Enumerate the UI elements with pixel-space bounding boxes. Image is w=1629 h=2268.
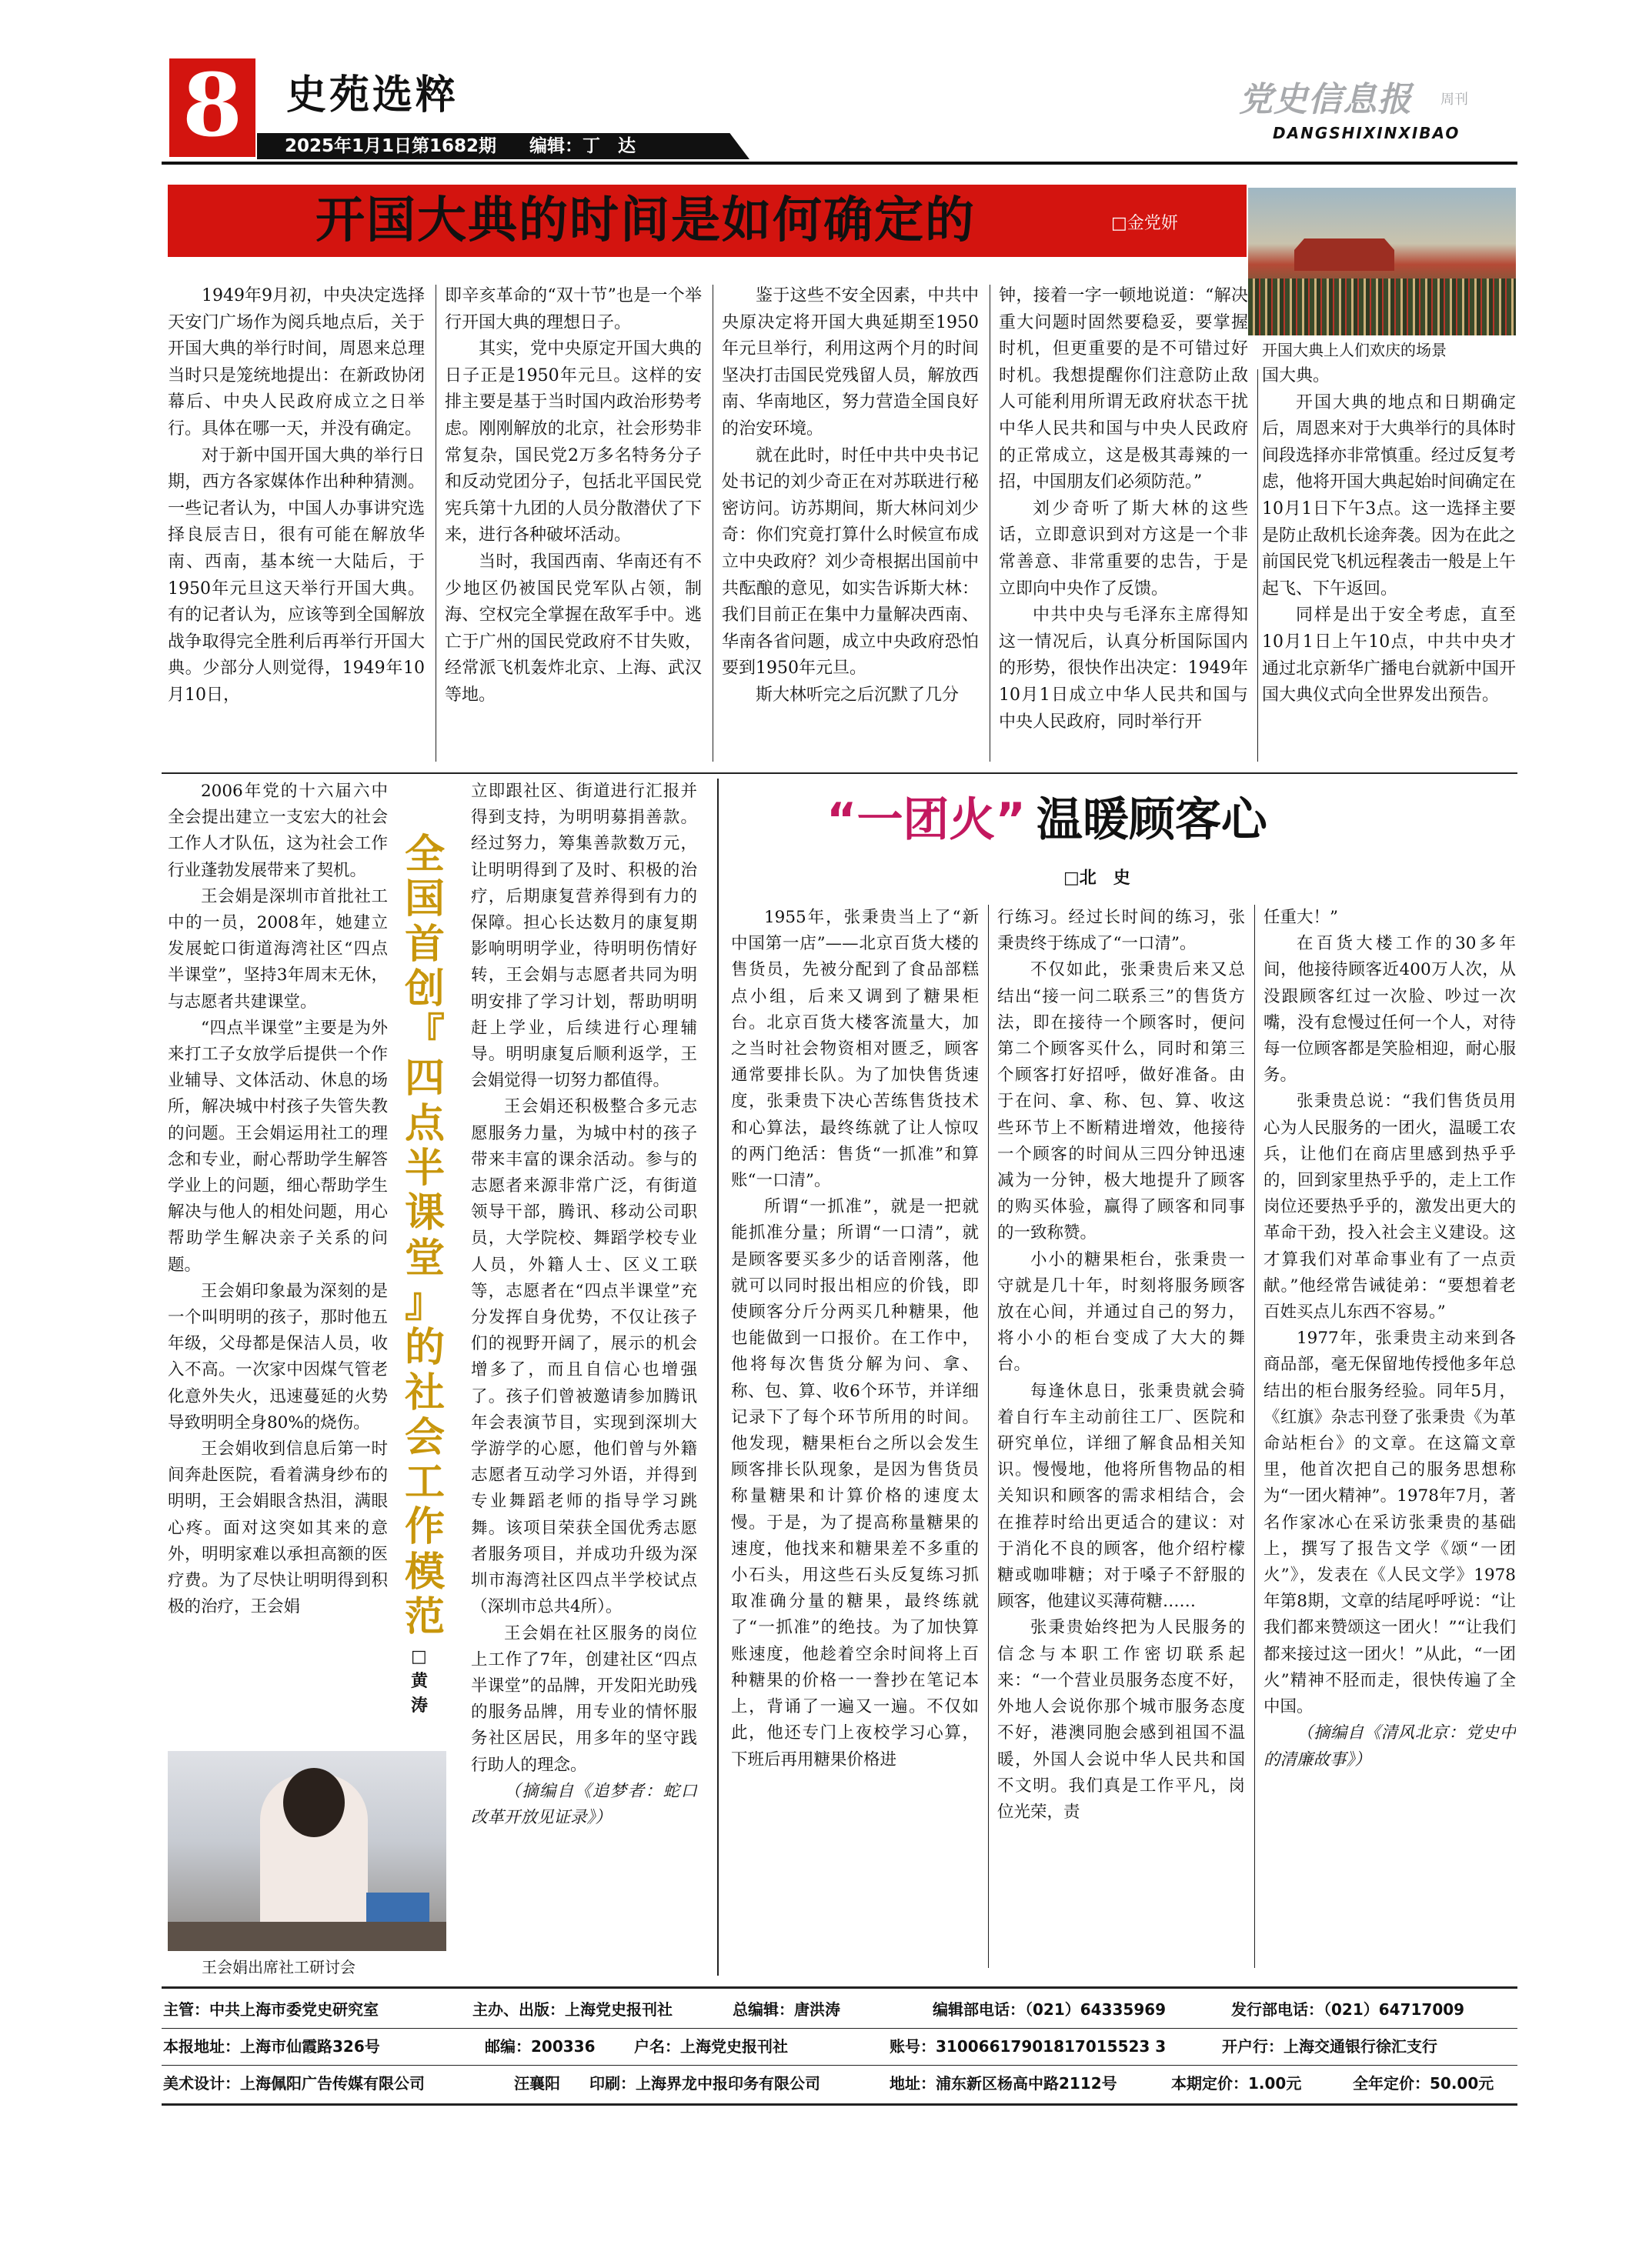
footer-account-no: 账号：31006617901817015523 3 (890, 2037, 1167, 2056)
footer-account-name: 户名：上海党史报刊社 (634, 2037, 788, 2056)
article2-photo-caption: 王会娟出席社工研讨会 (202, 1958, 356, 1976)
article3-col3 (1263, 905, 1516, 1953)
brand-name: 党史信息报 (1239, 80, 1412, 119)
paragraph: 王会娟是深圳市首批社工中的一员，2008年，她建立发展蛇口街道海湾社区“四点半课堂”，坚持3年周末无休，与志愿者共建课堂。 (168, 886, 388, 1012)
article1-title: 开国大典的时间是如何确定的 (315, 192, 976, 249)
paragraph: 开国大典的地点和日期确定后，周恩来对于大典举行的具体时间段选择亦非常慎重。经过反复考虑，他将开国大典起始时间确定在10月1日下午3点。这一选择主要是防止敌机长途奔袭。因为在此之前国民党飞机远程袭击一般是上午起飞、下午返回。 (1262, 392, 1516, 599)
paragraph: “四点半课堂”主要是为外来打工子女放学后提供一个作业辅导、文体活动、休息的场所，解决城中村孩子失管失教的问题。王会娟运用社工的理念和专业，耐心帮助学生解答学业上的问题，细心帮助学生解决与他人的相处问题，用心帮助学生解决亲子关系的问题。 (168, 1018, 388, 1275)
footer-printer: 印刷：上海界龙中报印务有限公司 (589, 2074, 820, 2093)
footer-row-1 (163, 1993, 1517, 2026)
footer-bank: 开户行：上海交通银行徐汇支行 (1222, 2037, 1437, 2056)
article2-col1 (168, 779, 388, 1746)
paragraph: 即辛亥革命的“双十节”也是一个举行开国大典的理想日子。 (445, 286, 702, 332)
paragraph: 任重大！” (1263, 908, 1338, 927)
title-char: 四 (404, 1056, 445, 1102)
paragraph: 对于新中国开国大典的举行日期，西方各家媒体作出种种猜测。一些记者认为，中国人办事讲究选择良辰吉日，很有可能在解放华南、西南，基本统一大陆后，于1950年元旦这天举行开国大典。有的记者认为，应该等到全国解放战争取得完全胜利后再举行开国大典。少部分人则觉得，1949年10月10日， (168, 445, 425, 705)
issue-line: 2025年1月1日第1682期 (285, 136, 497, 156)
paragraph: 鉴于这些不安全因素，中共中央原决定将开国大典延期至1950年元旦举行，利用这两个月的时间坚决打击国民党残留人员，解放西南、华南地区，努力营造全国良好的治安环境。 (722, 286, 979, 439)
footer-address: 本报地址：上海市仙霞路326号 (163, 2037, 380, 2056)
paragraph: 1949年9月初，中央决定选择天安门广场作为阅兵地点后，关于开国大典的举行时间，周恩来总理当时只是笼统地提出：在新政协闭幕后、中央人民政府成立之日举行。具体在哪一天，并没有确定。 (168, 286, 425, 439)
crowd-pattern (1248, 278, 1516, 335)
footer-rule (162, 2028, 1517, 2029)
paragraph: 立即跟社区、街道进行汇报并得到支持，为明明募捐善款。经过努力，筹集善款数万元，让明明得到了及时、积极的治疗，后期康复营养得到有力的保障。担心长达数月的康复期影响明明学业，待明明伤情好转，王会娟与志愿者共同为明明安排了学习计划，帮助明明赶上学业，后续进行心理辅导。明明康复后顺利返学，王会娟觉得一切努力都值得。 (471, 782, 697, 1091)
paragraph: 1977年，张秉贵主动来到各商品部，毫无保留地传授他多年总结出的柜台服务经验。同年5月，《红旗》杂志刊登了张秉贵《为革命站柜台》的文章。在这篇文章里，他首次把自己的服务思想称为“一团火精神”。1978年7月，著名作家冰心在采访张秉贵的基础上，撰写了报告文学《颂“一团火”》，发表在《人民文学》1978年第8期，文章的结尾呼呼说：“让我们都来赞颂这一团火！”“让我们都来接过这一团火！”从此，“一团火”精神不胫而走，很快传遍了全中国。 (1263, 1329, 1516, 1717)
masthead-rule (162, 162, 1517, 165)
paragraph: 其实，党中央原定开国大典的日子正是1950年元旦。这样的安排主要是基于当时国内政治形势考虑。刚刚解放的北京，社会形势非常复杂，国民党2万多名特务分子和反动党团分子，包括北平国民党宪兵第十九团的人员分散潜伏了下来，进行各种破坏活动。 (445, 339, 702, 545)
column-divider (717, 779, 719, 1976)
paragraph: 国大典。 (1262, 366, 1330, 385)
footer-postcode: 邮编：200336 (485, 2037, 596, 2056)
section-title: 史苑选粹 (286, 72, 459, 118)
title-char: 堂 (404, 1235, 445, 1282)
title-char: 工 (404, 1459, 445, 1506)
article1-col5 (1262, 363, 1516, 766)
brand-sub: 周刊 (1440, 92, 1468, 108)
brand-logo (1239, 80, 1516, 149)
footer-publisher: 主办、出版：上海党史报刊社 (472, 2000, 673, 2019)
footer-printer-address: 地址：浦东新区杨高中路2112号 (890, 2074, 1117, 2093)
paragraph: 张秉贵总说：“我们售货员用心为人民服务的一团火，温暖工农兵，让他们在商店里感到热乎乎的，回到家里热乎乎的，走上工作岗位还要热乎乎的，激发出更大的革命干劲，投入社会主义建设。这才算我们对革命事业有了一点贡献。”他经常告诫徒弟：“要想着老百姓买点儿东西不容易。” (1263, 1092, 1516, 1322)
footer-chief-editor: 总编辑：唐洪涛 (733, 2000, 840, 2019)
footer-distribution-phone: 发行部电话：（021）64717009 (1231, 2000, 1465, 2019)
footer-row-2 (163, 2030, 1517, 2063)
title-char: 国 (404, 876, 445, 923)
table-edge (168, 1922, 446, 1951)
article3-col2 (997, 905, 1245, 1953)
title-char: 社 (404, 1369, 445, 1416)
title-char: 创 (404, 966, 445, 1012)
footer-designer: 汪襄阳 (514, 2074, 560, 2093)
title-char: 的 (404, 1325, 445, 1372)
paragraph: 钟，接着一字一顿地说道：“解决重大问题时固然要稳妥，要掌握时机，但更重要的是不可错过好时机。我想提醒你们注意防止敌人可能利用所谓无政府状态干扰中华人民共和国与中央人民政府的正常成立，这是极其毒辣的一招，中国朋友们必须防范。” (999, 286, 1248, 492)
title-char: 『 (404, 1011, 445, 1058)
title-quote-close: ” (995, 793, 1026, 847)
article3-author: □北 史 (1063, 869, 1130, 888)
source-note: （摘编自《清风北京：党史中的清廉故事》） (1263, 1723, 1516, 1769)
paragraph: 斯大林听完之后沉默了几分 (756, 685, 960, 705)
footer-sponsor: 主管：中共上海市委党史研究室 (163, 2000, 379, 2019)
article1-col4 (999, 283, 1248, 766)
article1-col2 (445, 283, 702, 766)
paragraph: 不仅如此，张秉贵后来又总结出“接一问二联系三”的售货方法，即在接待一个顾客时，便问第二个顾客买什么，同时和第三个顾客打好招呼，做好准备。由于在问、拿、称、包、算、收这些环节上不断精进增效，他接待一个顾客的时间从三四分钟迅速减为一分钟，极大地提升了顾客的购买体验，赢得了顾客和同事的一致称赞。 (997, 960, 1245, 1243)
footer-annual-price: 全年定价：50.00元 (1353, 2074, 1494, 2093)
paragraph: 2006年党的十六届六中全会提出建立一支宏大的社会工作人才队伍，这为社会工作行业蓬勃发展带来了契机。 (168, 782, 388, 880)
paragraph: 王会娟在社区服务的岗位上工作了7年，创建社区“四点半课堂”的品牌，开发阳光助残的服务品牌，用专业的情怀服务社区居民，用多年的坚守践行助人的理念。 (471, 1623, 697, 1775)
source-note: （摘编自《追梦者：蛇口改革开放见证录》） (471, 1781, 697, 1827)
column-divider (1254, 905, 1255, 1968)
title-char: 半 (404, 1146, 445, 1192)
paragraph: 就在此时，时任中共中央书记处书记的刘少奇正在对苏联进行秘密访问。访苏期间，斯大林问刘少奇：你们究竟打算什么时候宣布成立中央政府？刘少奇根据出国前中共酝酿的意见，如实告诉斯大林：我们目前正在集中力量解决西南、华南各省问题，成立中央政府恐怕要到1950年元旦。 (722, 445, 979, 679)
title-highlight: 一团火 (856, 793, 996, 847)
footer-top-rule (162, 1986, 1517, 1989)
footer-price: 本期定价：1.00元 (1171, 2074, 1302, 2093)
paragraph: 王会娟收到信息后第一时间奔赴医院，看着满身纱布的明明，王会娟眼含热泪，满眼心疼。面对这突如其来的意外，明明家难以承担高额的医疗费。为了尽快让明明得到积极的治疗，王会娟 (168, 1439, 388, 1617)
article1-col3 (722, 283, 979, 766)
article1-photo-caption: 开国大典上人们欢庆的场景 (1262, 341, 1447, 359)
title-char: 会 (404, 1414, 445, 1461)
title-char: 作 (404, 1504, 445, 1551)
paragraph: 同样是出于安全考虑，直至10月1日上午10点，中共中央才通过北京新华广播电台就新中国开国大典仪式向全世界发出预告。 (1262, 605, 1516, 705)
paragraph: 1955年，张秉贵当上了“新中国第一店”——北京百货大楼的售货员，先被分配到了食品部糕点小组，后来又调到了糖果柜台。北京百货大楼客流量大，加之当时社会物资相对匮乏，顾客通常要排长队。为了加快售货速度，张秉贵下决心苦练售货技术和心算法，最终练就了让人惊叹的两门绝活：售货“一抓准”和算账“一口清”。 (731, 908, 979, 1191)
section-divider (162, 772, 1517, 774)
title-char: 点 (404, 1100, 445, 1147)
paragraph: 行练习。经过长时间的练习，张秉贵终于练成了“一口清”。 (997, 908, 1245, 954)
paragraph: 在百货大楼工作的30多年间，他接待顾客近400万人次，从没跟顾客红过一次脸、吵过一次嘴，没有怠慢过任何一个人，对待每一位顾客都是笑脸相迎，耐心服务。 (1263, 934, 1516, 1086)
article3-col1 (731, 905, 979, 1953)
article1-author: □金党妍 (1111, 214, 1178, 233)
article2-vertical-title (400, 832, 449, 1640)
page-number: 8 (182, 55, 242, 156)
tiananmen-gate-icon (1294, 225, 1394, 271)
paragraph: 小小的糖果柜台，张秉贵一守就是几十年，时刻将服务顾客放在心间，并通过自己的努力，将小小的柜台变成了大大的舞台。 (997, 1249, 1245, 1375)
article2-col2 (471, 779, 697, 1953)
article2-author: □黄涛 (411, 1647, 429, 1716)
paragraph: 王会娟印象最为深刻的是一个叫明明的孩子，那时他五年级，父母都是保洁人员，收入不高。一次家中因煤气管老化意外失火，迅速蔓延的火势导致明明全身80%的烧伤。 (168, 1281, 388, 1433)
title-char: 课 (404, 1190, 445, 1237)
title-char: 模 (404, 1549, 445, 1596)
brand-pinyin: DANGSHIXINXIBAO (1273, 124, 1460, 142)
paragraph: 所谓“一抓准”，就是一把就能抓准分量；所谓“一口清”，就是顾客要买多少的话音刚落，他就可以同时报出相应的价钱，即使顾客分斤分两买几种糖果，他也能做到一口报价。在工作中，他将每次售货分解为问、拿、称、包、算、收6个环节，并详细记录下了每个环节所用的时间。他发现，糖果柜台之所以会发生顾客排长队现象，是因为售货员称量糖果和计算价格的速度太慢。于是，为了提高称量糖果的速度，他找来和糖果差不多重的小石头，用这些石头反复练习抓取准确分量的糖果，最终练就了“一抓准”的绝技。为了加快算账速度，他趁着空余时间将上百种糖果的价格一一誊抄在笔记本上，背诵了一遍又一遍。不仅如此，他还专门上夜校学习心算，下班后再用糖果价格进 (731, 1197, 979, 1769)
article3-title (826, 783, 1267, 857)
paragraph: 刘少奇听了斯大林的这些话，立即意识到对方这是一个非常善意、非常重要的忠告，于是立即向中央作了反馈。 (999, 499, 1248, 599)
column-divider (1257, 369, 1258, 762)
title-char: 首 (404, 921, 445, 968)
article1-photo (1248, 188, 1516, 335)
title-rest: 温暖顾客心 (1036, 793, 1267, 847)
title-char: 范 (404, 1594, 445, 1641)
title-quote-open: “ (826, 793, 857, 847)
footer-design: 美术设计：上海佩阳广告传媒有限公司 (163, 2074, 425, 2093)
title-char: 全 (404, 832, 445, 878)
person-head (283, 1768, 345, 1837)
footer-editorial-phone: 编辑部电话：（021）64335969 (933, 2000, 1167, 2019)
column-divider (988, 905, 989, 1968)
paragraph: 张秉贵始终把为人民服务的信念与本职工作密切联系起来：“一个营业员服务态度不好，外地人会说你那个城市服务态度不好，港澳同胞会感到祖国不温暖，外国人会说中华人民共和国不文明。我们真是工作平凡，岗位光荣，责 (997, 1618, 1245, 1822)
article1-col1 (168, 283, 425, 766)
article2-photo (168, 1751, 446, 1951)
name-plate (366, 1893, 429, 1923)
paragraph: 当时，我国西南、华南还有不少地区仍被国民党军队占领，制海、空权完全掌握在敌军手中。逃亡于广州的国民党政府不甘失败，经常派飞机轰炸北京、上海、武汉等地。 (445, 552, 702, 705)
footer-bottom-rule (162, 2103, 1517, 2106)
paragraph: 每逢休息日，张秉贵就会骑着自行车主动前往工厂、医院和研究单位，详细了解食品相关知识。慢慢地，他将所售物品的相关知识和顾客的需求相结合，会在推荐时给出更适合的建议：对于消化不良的顾客，他介绍柠檬糖或咖啡糖；对于嗓子不舒服的顾客，他建议买薄荷糖…… (997, 1381, 1245, 1612)
editor-label: 编辑：丁 达 (529, 136, 636, 156)
paragraph: 中共中央与毛泽东主席得知这一情况后，认真分析国际国内的形势，很快作出决定：1949年10月1日成立中华人民共和国与中央人民政府，同时举行开 (999, 605, 1248, 732)
footer-row-3 (163, 2066, 1517, 2100)
footer-rule (162, 2065, 1517, 2066)
paragraph: 王会娟还积极整合多元志愿服务力量，为城中村的孩子带来丰富的课余活动。参与的志愿者来源非常广泛，有街道领导干部，腾讯、移动公司职员，大学院校、舞蹈学校专业人员，外籍人士、区义工联等，志愿者在“四点半课堂”充分发挥自身优势，不仅让孩子们的视野开阔了，展示的机会增多了，而且自信心也增强了。孩子们曾被邀请参加腾讯年会表演节目，实现到深圳大学游学的心愿，他们曾与外籍志愿者互动学习外语，并得到专业舞蹈老师的指导学习跳舞。该项目荣获全国优秀志愿者服务项目，并成功升级为深圳市海湾社区四点半学校试点（深圳市总共4所）。 (471, 1097, 697, 1617)
title-char: 』 (404, 1279, 445, 1326)
